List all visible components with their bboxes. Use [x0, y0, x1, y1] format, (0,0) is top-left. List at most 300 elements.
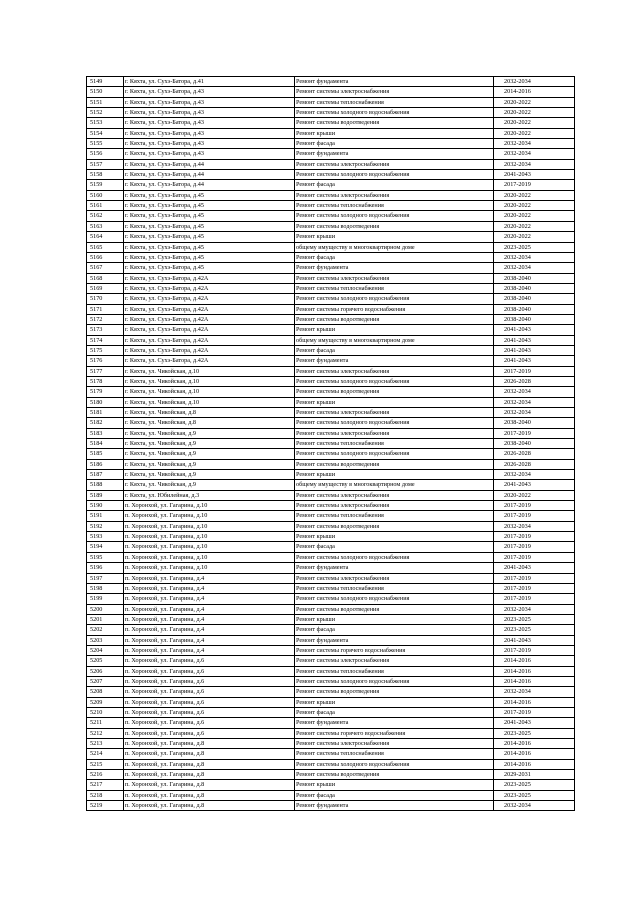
table-row: [87, 87, 575, 97]
row-address: г. Кяхта, ул. Чикойская, д.9: [124, 459, 295, 469]
row-address: г. Кяхта, ул. Сухэ-Батора, д.42А: [124, 294, 295, 304]
row-work-type: Ремонт системы водоотведения: [295, 314, 494, 324]
table-row: [87, 149, 575, 159]
row-work-type: Ремонт системы теплоснабжения: [295, 97, 494, 107]
row-number: 5192: [87, 521, 124, 531]
table-row: [87, 635, 575, 645]
row-period: 2032-2034: [494, 387, 575, 397]
table-row: [87, 542, 575, 552]
row-work-type: Ремонт системы теплоснабжения: [295, 283, 494, 293]
row-address: г. Кяхта, ул. Сухэ-Батора, д.42А: [124, 335, 295, 345]
row-period: 2041-2043: [494, 356, 575, 366]
table-row: [87, 645, 575, 655]
row-period: 2020-2022: [494, 108, 575, 118]
row-period: 2014-2016: [494, 656, 575, 666]
row-address: п. Хоронхой, ул. Гагарина, д.4: [124, 573, 295, 583]
row-address: п. Хоронхой, ул. Гагарина, д.4: [124, 625, 295, 635]
row-number: 5151: [87, 97, 124, 107]
row-number: 5184: [87, 439, 124, 449]
row-work-type: Ремонт системы водоотведения: [295, 604, 494, 614]
row-number: 5164: [87, 232, 124, 242]
row-work-type: Ремонт фасада: [295, 345, 494, 355]
row-period: 2017-2019: [494, 583, 575, 593]
row-address: г. Кяхта, ул. Сухэ-Батора, д.42А: [124, 356, 295, 366]
row-address: г. Кяхта, ул. Сухэ-Батора, д.43: [124, 87, 295, 97]
row-address: г. Кяхта, ул. Сухэ-Батора, д.45: [124, 201, 295, 211]
row-number: 5207: [87, 676, 124, 686]
row-address: г. Кяхта, ул. Чикойская, д.9: [124, 439, 295, 449]
row-number: 5152: [87, 108, 124, 118]
row-period: 2038-2040: [494, 314, 575, 324]
row-work-type: Ремонт фундамента: [295, 356, 494, 366]
row-address: п. Хоронхой, ул. Гагарина, д.10: [124, 521, 295, 531]
row-period: 2041-2043: [494, 635, 575, 645]
row-period: 2032-2034: [494, 470, 575, 480]
table-row: [87, 408, 575, 418]
row-period: 2017-2019: [494, 707, 575, 717]
row-address: г. Кяхта, ул. Сухэ-Батора, д.43: [124, 149, 295, 159]
row-number: 5197: [87, 573, 124, 583]
table-row: [87, 387, 575, 397]
row-address: г. Кяхта, ул. Сухэ-Батора, д.42А: [124, 325, 295, 335]
row-work-type: Ремонт системы водоотведения: [295, 387, 494, 397]
table-row: [87, 801, 575, 811]
row-period: 2014-2016: [494, 739, 575, 749]
row-address: г. Кяхта, ул. Сухэ-Батора, д.43: [124, 128, 295, 138]
table-row: [87, 697, 575, 707]
row-number: 5173: [87, 325, 124, 335]
row-work-type: Ремонт системы электроснабжения: [295, 573, 494, 583]
row-address: п. Хоронхой, ул. Гагарина, д.8: [124, 749, 295, 759]
row-number: 5181: [87, 408, 124, 418]
row-number: 5190: [87, 501, 124, 511]
row-period: 2032-2034: [494, 252, 575, 262]
row-work-type: Ремонт системы теплоснабжения: [295, 583, 494, 593]
row-period: 2032-2034: [494, 149, 575, 159]
row-work-type: Ремонт системы теплоснабжения: [295, 749, 494, 759]
row-work-type: Ремонт системы холодного водоснабжения: [295, 170, 494, 180]
table-row: [87, 252, 575, 262]
table-row: [87, 490, 575, 500]
row-address: п. Хоронхой, ул. Гагарина, д.8: [124, 790, 295, 800]
row-number: 5170: [87, 294, 124, 304]
table-row: [87, 283, 575, 293]
row-address: г. Кяхта, ул. Чикойская, д.9: [124, 480, 295, 490]
row-period: 2020-2022: [494, 128, 575, 138]
row-work-type: Ремонт системы холодного водоснабжения: [295, 418, 494, 428]
table-row: [87, 418, 575, 428]
row-number: 5163: [87, 221, 124, 231]
row-number: 5199: [87, 594, 124, 604]
row-address: г. Кяхта, ул. Чикойская, д.8: [124, 418, 295, 428]
row-number: 5205: [87, 656, 124, 666]
row-address: г. Кяхта, ул. Юбилейная, д.3: [124, 490, 295, 500]
table-row: [87, 728, 575, 738]
table-row: [87, 770, 575, 780]
table-row: [87, 201, 575, 211]
row-number: 5198: [87, 583, 124, 593]
row-work-type: Ремонт крыши: [295, 697, 494, 707]
row-number: 5172: [87, 314, 124, 324]
row-period: 2020-2022: [494, 97, 575, 107]
row-address: г. Кяхта, ул. Сухэ-Батора, д.45: [124, 190, 295, 200]
row-work-type: Ремонт фундамента: [295, 635, 494, 645]
row-address: п. Хоронхой, ул. Гагарина, д.6: [124, 707, 295, 717]
row-number: 5171: [87, 304, 124, 314]
row-period: 2020-2022: [494, 490, 575, 500]
row-number: 5160: [87, 190, 124, 200]
row-period: 2017-2019: [494, 594, 575, 604]
row-work-type: Ремонт фундамента: [295, 149, 494, 159]
row-work-type: Ремонт фасада: [295, 252, 494, 262]
table-row: [87, 718, 575, 728]
table-row: [87, 108, 575, 118]
table-row: [87, 749, 575, 759]
row-period: 2014-2016: [494, 676, 575, 686]
row-work-type: Ремонт системы холодного водоснабжения: [295, 211, 494, 221]
table-row: [87, 552, 575, 562]
row-address: п. Хоронхой, ул. Гагарина, д.4: [124, 583, 295, 593]
row-number: 5204: [87, 645, 124, 655]
row-address: п. Хоронхой, ул. Гагарина, д.6: [124, 656, 295, 666]
row-period: 2026-2028: [494, 459, 575, 469]
table-row: [87, 242, 575, 252]
row-work-type: Ремонт фундамента: [295, 718, 494, 728]
row-number: 5168: [87, 273, 124, 283]
row-period: 2038-2040: [494, 283, 575, 293]
row-work-type: Ремонт системы электроснабжения: [295, 87, 494, 97]
row-period: 2032-2034: [494, 159, 575, 169]
row-number: 5201: [87, 614, 124, 624]
row-period: 2014-2016: [494, 749, 575, 759]
row-number: 5202: [87, 625, 124, 635]
document-page: [86, 76, 575, 811]
row-address: г. Кяхта, ул. Чикойская, д.9: [124, 470, 295, 480]
row-number: 5155: [87, 139, 124, 149]
table-row: [87, 594, 575, 604]
row-number: 5165: [87, 242, 124, 252]
table-row: [87, 366, 575, 376]
row-work-type: Ремонт крыши: [295, 397, 494, 407]
row-address: п. Хоронхой, ул. Гагарина, д.4: [124, 614, 295, 624]
row-period: 2017-2019: [494, 532, 575, 542]
row-number: 5211: [87, 718, 124, 728]
row-work-type: Ремонт системы холодного водоснабжения: [295, 449, 494, 459]
row-period: 2041-2043: [494, 170, 575, 180]
repair-schedule-table: [86, 76, 575, 811]
row-period: 2041-2043: [494, 325, 575, 335]
row-address: п. Хоронхой, ул. Гагарина, д.10: [124, 552, 295, 562]
row-number: 5154: [87, 128, 124, 138]
row-address: г. Кяхта, ул. Сухэ-Батора, д.43: [124, 118, 295, 128]
row-work-type: Ремонт фасада: [295, 625, 494, 635]
row-number: 5157: [87, 159, 124, 169]
row-number: 5182: [87, 418, 124, 428]
row-work-type: общему имуществу в многоквартирном доме: [295, 242, 494, 252]
table-row: [87, 273, 575, 283]
table-row: [87, 480, 575, 490]
table-row: [87, 501, 575, 511]
row-work-type: Ремонт системы холодного водоснабжения: [295, 552, 494, 562]
row-period: 2017-2019: [494, 501, 575, 511]
table-row: [87, 263, 575, 273]
row-work-type: Ремонт системы водоотведения: [295, 770, 494, 780]
table-row: [87, 428, 575, 438]
row-address: п. Хоронхой, ул. Гагарина, д.6: [124, 666, 295, 676]
row-period: 2032-2034: [494, 77, 575, 87]
row-address: г. Кяхта, ул. Чикойская, д.10: [124, 397, 295, 407]
row-work-type: Ремонт системы теплоснабжения: [295, 439, 494, 449]
row-work-type: Ремонт системы водоотведения: [295, 687, 494, 697]
row-work-type: Ремонт фундамента: [295, 801, 494, 811]
row-address: г. Кяхта, ул. Сухэ-Батора, д.44: [124, 170, 295, 180]
row-period: 2014-2016: [494, 759, 575, 769]
table-row: [87, 221, 575, 231]
row-period: 2041-2043: [494, 718, 575, 728]
row-address: г. Кяхта, ул. Сухэ-Батора, д.45: [124, 211, 295, 221]
row-period: 2038-2040: [494, 294, 575, 304]
row-period: 2023-2025: [494, 790, 575, 800]
row-number: 5159: [87, 180, 124, 190]
row-number: 5162: [87, 211, 124, 221]
row-period: 2020-2022: [494, 211, 575, 221]
row-address: г. Кяхта, ул. Чикойская, д.10: [124, 366, 295, 376]
table-row: [87, 439, 575, 449]
row-work-type: Ремонт крыши: [295, 470, 494, 480]
row-work-type: Ремонт системы электроснабжения: [295, 428, 494, 438]
row-address: г. Кяхта, ул. Сухэ-Батора, д.42А: [124, 304, 295, 314]
row-period: 2023-2025: [494, 728, 575, 738]
row-address: п. Хоронхой, ул. Гагарина, д.10: [124, 563, 295, 573]
row-number: 5186: [87, 459, 124, 469]
row-address: п. Хоронхой, ул. Гагарина, д.8: [124, 801, 295, 811]
row-period: 2032-2034: [494, 521, 575, 531]
row-period: 2017-2019: [494, 428, 575, 438]
row-address: г. Кяхта, ул. Сухэ-Батора, д.45: [124, 263, 295, 273]
row-work-type: Ремонт фасада: [295, 707, 494, 717]
row-address: г. Кяхта, ул. Чикойская, д.9: [124, 428, 295, 438]
row-period: 2014-2016: [494, 697, 575, 707]
table-body: [87, 77, 575, 811]
row-number: 5200: [87, 604, 124, 614]
row-number: 5195: [87, 552, 124, 562]
row-number: 5153: [87, 118, 124, 128]
table-row: [87, 573, 575, 583]
row-address: г. Кяхта, ул. Чикойская, д.9: [124, 449, 295, 459]
table-row: [87, 118, 575, 128]
table-row: [87, 604, 575, 614]
row-address: п. Хоронхой, ул. Гагарина, д.6: [124, 718, 295, 728]
row-number: 5215: [87, 759, 124, 769]
row-address: п. Хоронхой, ул. Гагарина, д.4: [124, 645, 295, 655]
row-number: 5209: [87, 697, 124, 707]
row-number: 5156: [87, 149, 124, 159]
row-number: 5179: [87, 387, 124, 397]
row-work-type: Ремонт крыши: [295, 780, 494, 790]
row-number: 5167: [87, 263, 124, 273]
row-number: 5216: [87, 770, 124, 780]
row-period: 2023-2025: [494, 625, 575, 635]
row-period: 2020-2022: [494, 232, 575, 242]
table-row: [87, 707, 575, 717]
table-row: [87, 666, 575, 676]
row-address: г. Кяхта, ул. Сухэ-Батора, д.43: [124, 139, 295, 149]
row-work-type: Ремонт системы холодного водоснабжения: [295, 376, 494, 386]
row-period: 2038-2040: [494, 418, 575, 428]
row-work-type: Ремонт системы теплоснабжения: [295, 511, 494, 521]
row-address: п. Хоронхой, ул. Гагарина, д.10: [124, 532, 295, 542]
table-row: [87, 77, 575, 87]
row-number: 5193: [87, 532, 124, 542]
row-work-type: Ремонт фасада: [295, 139, 494, 149]
table-row: [87, 511, 575, 521]
row-period: 2017-2019: [494, 645, 575, 655]
row-number: 5185: [87, 449, 124, 459]
row-address: г. Кяхта, ул. Сухэ-Батора, д.42А: [124, 273, 295, 283]
row-address: г. Кяхта, ул. Сухэ-Батора, д.42А: [124, 345, 295, 355]
row-address: п. Хоронхой, ул. Гагарина, д.8: [124, 780, 295, 790]
row-number: 5196: [87, 563, 124, 573]
row-number: 5219: [87, 801, 124, 811]
row-work-type: Ремонт системы электроснабжения: [295, 190, 494, 200]
row-work-type: Ремонт фундамента: [295, 77, 494, 87]
row-period: 2041-2043: [494, 345, 575, 355]
row-period: 2023-2025: [494, 242, 575, 252]
row-number: 5177: [87, 366, 124, 376]
row-work-type: Ремонт системы холодного водоснабжения: [295, 759, 494, 769]
row-period: 2032-2034: [494, 397, 575, 407]
row-work-type: Ремонт системы электроснабжения: [295, 501, 494, 511]
row-number: 5191: [87, 511, 124, 521]
table-row: [87, 190, 575, 200]
table-row: [87, 625, 575, 635]
row-number: 5180: [87, 397, 124, 407]
row-number: 5158: [87, 170, 124, 180]
row-number: 5187: [87, 470, 124, 480]
row-work-type: Ремонт системы водоотведения: [295, 118, 494, 128]
row-work-type: Ремонт системы горячего водоснабжения: [295, 728, 494, 738]
row-period: 2020-2022: [494, 221, 575, 231]
row-number: 5189: [87, 490, 124, 500]
row-work-type: Ремонт системы водоотведения: [295, 521, 494, 531]
row-period: 2032-2034: [494, 687, 575, 697]
row-work-type: Ремонт фундамента: [295, 563, 494, 573]
table-row: [87, 345, 575, 355]
row-work-type: Ремонт системы электроснабжения: [295, 656, 494, 666]
table-row: [87, 532, 575, 542]
row-work-type: Ремонт системы электроснабжения: [295, 739, 494, 749]
table-row: [87, 159, 575, 169]
row-work-type: Ремонт фундамента: [295, 263, 494, 273]
table-row: [87, 397, 575, 407]
row-period: 2017-2019: [494, 542, 575, 552]
row-address: г. Кяхта, ул. Сухэ-Батора, д.45: [124, 221, 295, 231]
row-number: 5194: [87, 542, 124, 552]
row-number: 5161: [87, 201, 124, 211]
table-row: [87, 356, 575, 366]
table-row: [87, 656, 575, 666]
table-row: [87, 232, 575, 242]
table-row: [87, 128, 575, 138]
table-row: [87, 335, 575, 345]
row-period: 2041-2043: [494, 563, 575, 573]
row-period: 2023-2025: [494, 614, 575, 624]
row-address: г. Кяхта, ул. Сухэ-Батора, д.44: [124, 159, 295, 169]
row-period: 2041-2043: [494, 335, 575, 345]
row-address: п. Хоронхой, ул. Гагарина, д.6: [124, 687, 295, 697]
row-period: 2017-2019: [494, 511, 575, 521]
row-number: 5166: [87, 252, 124, 262]
row-period: 2020-2022: [494, 201, 575, 211]
row-address: г. Кяхта, ул. Сухэ-Батора, д.44: [124, 180, 295, 190]
row-work-type: Ремонт крыши: [295, 128, 494, 138]
row-work-type: Ремонт системы холодного водоснабжения: [295, 594, 494, 604]
row-work-type: Ремонт системы горячего водоснабжения: [295, 645, 494, 655]
row-work-type: Ремонт системы электроснабжения: [295, 159, 494, 169]
row-address: г. Кяхта, ул. Чикойская, д.10: [124, 387, 295, 397]
row-number: 5183: [87, 428, 124, 438]
row-address: п. Хоронхой, ул. Гагарина, д.10: [124, 501, 295, 511]
row-period: 2017-2019: [494, 180, 575, 190]
row-address: г. Кяхта, ул. Сухэ-Батора, д.42А: [124, 314, 295, 324]
row-address: г. Кяхта, ул. Сухэ-Батора, д.41: [124, 77, 295, 87]
row-period: 2014-2016: [494, 666, 575, 676]
row-address: п. Хоронхой, ул. Гагарина, д.6: [124, 697, 295, 707]
row-number: 5174: [87, 335, 124, 345]
row-period: 2026-2028: [494, 449, 575, 459]
row-number: 5188: [87, 480, 124, 490]
table-row: [87, 304, 575, 314]
row-work-type: Ремонт системы водоотведения: [295, 459, 494, 469]
row-address: г. Кяхта, ул. Чикойская, д.8: [124, 408, 295, 418]
table-row: [87, 449, 575, 459]
row-period: 2038-2040: [494, 439, 575, 449]
table-row: [87, 676, 575, 686]
row-number: 5178: [87, 376, 124, 386]
row-number: 5150: [87, 87, 124, 97]
row-number: 5175: [87, 345, 124, 355]
row-period: 2029-2031: [494, 770, 575, 780]
row-work-type: Ремонт системы электроснабжения: [295, 490, 494, 500]
table-row: [87, 211, 575, 221]
row-address: п. Хоронхой, ул. Гагарина, д.8: [124, 759, 295, 769]
table-row: [87, 563, 575, 573]
row-address: п. Хоронхой, ул. Гагарина, д.6: [124, 676, 295, 686]
row-work-type: Ремонт фасада: [295, 542, 494, 552]
row-number: 5210: [87, 707, 124, 717]
table-row: [87, 180, 575, 190]
row-period: 2017-2019: [494, 573, 575, 583]
row-address: г. Кяхта, ул. Сухэ-Батора, д.42А: [124, 283, 295, 293]
row-address: п. Хоронхой, ул. Гагарина, д.6: [124, 728, 295, 738]
row-period: 2017-2019: [494, 366, 575, 376]
row-work-type: Ремонт системы электроснабжения: [295, 408, 494, 418]
row-number: 5208: [87, 687, 124, 697]
table-row: [87, 790, 575, 800]
row-period: 2020-2022: [494, 118, 575, 128]
row-address: п. Хоронхой, ул. Гагарина, д.4: [124, 604, 295, 614]
row-work-type: общему имуществу в многоквартирном доме: [295, 480, 494, 490]
table-row: [87, 97, 575, 107]
row-address: п. Хоронхой, ул. Гагарина, д.10: [124, 542, 295, 552]
row-number: 5169: [87, 283, 124, 293]
row-work-type: Ремонт системы теплоснабжения: [295, 201, 494, 211]
row-address: п. Хоронхой, ул. Гагарина, д.4: [124, 635, 295, 645]
row-work-type: Ремонт системы горячего водоснабжения: [295, 304, 494, 314]
table-row: [87, 470, 575, 480]
table-row: [87, 521, 575, 531]
table-row: [87, 614, 575, 624]
